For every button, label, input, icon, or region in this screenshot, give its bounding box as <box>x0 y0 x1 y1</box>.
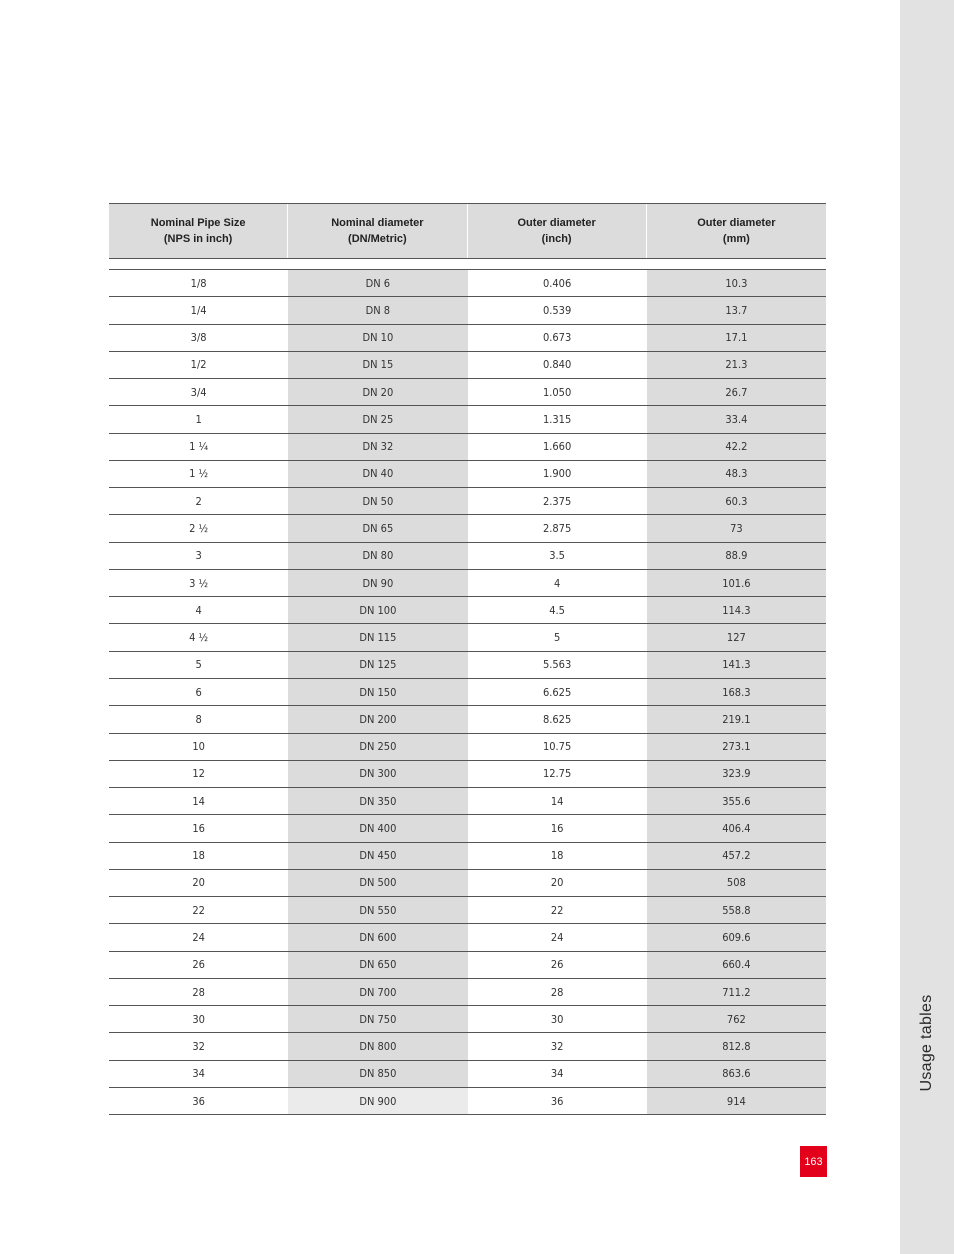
table-row <box>109 543 826 570</box>
cell-od-inch: 32 <box>468 1033 647 1059</box>
header-od-inch-line2: (inch) <box>541 233 572 245</box>
cell-nps: 22 <box>109 897 288 923</box>
cell-dn: DN 8 <box>288 297 467 323</box>
header-gap <box>109 259 826 270</box>
cell-nps: 3 ½ <box>109 570 288 596</box>
table-row <box>109 761 826 788</box>
cell-od-mm: 508 <box>647 870 826 896</box>
cell-nps: 6 <box>109 679 288 705</box>
cell-dn: DN 125 <box>288 652 467 678</box>
cell-nps: 34 <box>109 1061 288 1087</box>
cell-dn: DN 80 <box>288 543 467 569</box>
table-row <box>109 297 826 324</box>
cell-od-mm: 762 <box>647 1006 826 1032</box>
cell-nps: 1 <box>109 406 288 432</box>
cell-nps: 1/2 <box>109 352 288 378</box>
cell-nps: 28 <box>109 979 288 1005</box>
cell-nps: 10 <box>109 734 288 760</box>
cell-od-inch: 0.673 <box>468 325 647 351</box>
cell-dn: DN 90 <box>288 570 467 596</box>
table-row <box>109 788 826 815</box>
cell-od-mm: 812.8 <box>647 1033 826 1059</box>
cell-nps: 4 <box>109 597 288 623</box>
header-nps <box>109 204 288 258</box>
cell-od-inch: 4 <box>468 570 647 596</box>
cell-od-inch: 3.5 <box>468 543 647 569</box>
cell-nps: 32 <box>109 1033 288 1059</box>
cell-od-inch: 20 <box>468 870 647 896</box>
cell-od-mm: 48.3 <box>647 461 826 487</box>
cell-od-mm: 42.2 <box>647 434 826 460</box>
table-row <box>109 325 826 352</box>
table-row <box>109 924 826 951</box>
cell-od-mm: 406.4 <box>647 815 826 841</box>
cell-nps: 30 <box>109 1006 288 1032</box>
table-row <box>109 1006 826 1033</box>
table-row <box>109 434 826 461</box>
header-od-mm-line2: (mm) <box>722 233 750 245</box>
cell-od-inch: 6.625 <box>468 679 647 705</box>
cell-dn: DN 150 <box>288 679 467 705</box>
cell-dn: DN 650 <box>288 952 467 978</box>
cell-od-mm: 168.3 <box>647 679 826 705</box>
cell-od-mm: 17.1 <box>647 325 826 351</box>
header-nps-line2: (NPS in inch) <box>163 233 233 245</box>
table-row <box>109 624 826 651</box>
table-row <box>109 679 826 706</box>
header-dn <box>288 204 467 258</box>
cell-dn: DN 15 <box>288 352 467 378</box>
table-row <box>109 379 826 406</box>
table-row <box>109 597 826 624</box>
table-row <box>109 843 826 870</box>
cell-od-inch: 26 <box>468 952 647 978</box>
cell-od-mm: 609.6 <box>647 924 826 950</box>
table-row <box>109 652 826 679</box>
cell-nps: 16 <box>109 815 288 841</box>
header-dn-line1: Nominal diameter <box>331 217 424 229</box>
table-row <box>109 1061 826 1088</box>
cell-od-mm: 863.6 <box>647 1061 826 1087</box>
cell-od-mm: 141.3 <box>647 652 826 678</box>
cell-dn: DN 450 <box>288 843 467 869</box>
cell-od-inch: 14 <box>468 788 647 814</box>
cell-nps: 18 <box>109 843 288 869</box>
cell-dn: DN 700 <box>288 979 467 1005</box>
cell-nps: 14 <box>109 788 288 814</box>
cell-od-mm: 219.1 <box>647 706 826 732</box>
cell-nps: 1 ½ <box>109 461 288 487</box>
cell-nps: 5 <box>109 652 288 678</box>
cell-od-inch: 28 <box>468 979 647 1005</box>
cell-od-mm: 21.3 <box>647 352 826 378</box>
cell-od-inch: 4.5 <box>468 597 647 623</box>
cell-nps: 3/4 <box>109 379 288 405</box>
table-row <box>109 979 826 1006</box>
cell-od-mm: 273.1 <box>647 734 826 760</box>
cell-od-mm: 127 <box>647 624 826 650</box>
table-row <box>109 515 826 542</box>
cell-dn: DN 300 <box>288 761 467 787</box>
cell-dn: DN 20 <box>288 379 467 405</box>
cell-od-inch: 24 <box>468 924 647 950</box>
cell-dn: DN 40 <box>288 461 467 487</box>
header-od-inch-line1: Outer diameter <box>517 217 596 229</box>
cell-od-mm: 457.2 <box>647 843 826 869</box>
cell-nps: 36 <box>109 1088 288 1114</box>
table-row <box>109 815 826 842</box>
cell-nps: 1/4 <box>109 297 288 323</box>
cell-od-inch: 8.625 <box>468 706 647 732</box>
cell-od-inch: 1.315 <box>468 406 647 432</box>
cell-nps: 20 <box>109 870 288 896</box>
cell-dn: DN 10 <box>288 325 467 351</box>
cell-nps: 26 <box>109 952 288 978</box>
cell-od-mm: 13.7 <box>647 297 826 323</box>
table-row <box>109 734 826 761</box>
cell-od-inch: 0.406 <box>468 270 647 296</box>
cell-dn: DN 100 <box>288 597 467 623</box>
cell-od-mm: 355.6 <box>647 788 826 814</box>
cell-dn: DN 200 <box>288 706 467 732</box>
cell-od-mm: 323.9 <box>647 761 826 787</box>
table-row <box>109 270 826 297</box>
table-row <box>109 570 826 597</box>
cell-od-inch: 10.75 <box>468 734 647 760</box>
cell-nps: 3 <box>109 543 288 569</box>
cell-dn: DN 350 <box>288 788 467 814</box>
cell-od-inch: 2.375 <box>468 488 647 514</box>
pipe-size-table <box>109 203 826 1115</box>
cell-od-mm: 60.3 <box>647 488 826 514</box>
cell-od-inch: 22 <box>468 897 647 923</box>
table-row <box>109 488 826 515</box>
cell-od-inch: 16 <box>468 815 647 841</box>
cell-dn: DN 25 <box>288 406 467 432</box>
table-row <box>109 1033 826 1060</box>
header-od-mm <box>647 204 826 258</box>
table-row <box>109 870 826 897</box>
cell-dn: DN 65 <box>288 515 467 541</box>
cell-od-inch: 1.660 <box>468 434 647 460</box>
cell-od-inch: 36 <box>468 1088 647 1114</box>
cell-od-inch: 5 <box>468 624 647 650</box>
cell-dn: DN 50 <box>288 488 467 514</box>
cell-od-mm: 558.8 <box>647 897 826 923</box>
cell-dn: DN 6 <box>288 270 467 296</box>
cell-od-inch: 0.840 <box>468 352 647 378</box>
table-header <box>109 203 826 259</box>
header-od-mm-line1: Outer diameter <box>697 217 776 229</box>
cell-od-inch: 5.563 <box>468 652 647 678</box>
cell-od-mm: 26.7 <box>647 379 826 405</box>
cell-od-mm: 101.6 <box>647 570 826 596</box>
cell-nps: 3/8 <box>109 325 288 351</box>
cell-od-inch: 1.900 <box>468 461 647 487</box>
cell-od-mm: 711.2 <box>647 979 826 1005</box>
header-od-inch <box>468 204 647 258</box>
table-row <box>109 952 826 979</box>
table-row <box>109 461 826 488</box>
cell-dn: DN 400 <box>288 815 467 841</box>
section-title: Usage tables <box>918 994 935 1092</box>
cell-dn: DN 600 <box>288 924 467 950</box>
cell-dn: DN 900 <box>288 1088 467 1114</box>
cell-dn: DN 500 <box>288 870 467 896</box>
table-row <box>109 1088 826 1115</box>
table-row <box>109 706 826 733</box>
header-dn-line2: (DN/Metric) <box>348 233 407 245</box>
cell-od-inch: 34 <box>468 1061 647 1087</box>
cell-nps: 24 <box>109 924 288 950</box>
cell-dn: DN 250 <box>288 734 467 760</box>
cell-od-inch: 12.75 <box>468 761 647 787</box>
cell-od-inch: 1.050 <box>468 379 647 405</box>
cell-nps: 1 ¼ <box>109 434 288 460</box>
cell-nps: 2 ½ <box>109 515 288 541</box>
cell-od-mm: 33.4 <box>647 406 826 432</box>
cell-nps: 2 <box>109 488 288 514</box>
cell-od-inch: 18 <box>468 843 647 869</box>
cell-od-inch: 0.539 <box>468 297 647 323</box>
cell-od-mm: 660.4 <box>647 952 826 978</box>
cell-dn: DN 800 <box>288 1033 467 1059</box>
cell-od-mm: 73 <box>647 515 826 541</box>
table-row <box>109 897 826 924</box>
cell-od-mm: 914 <box>647 1088 826 1114</box>
cell-dn: DN 115 <box>288 624 467 650</box>
cell-nps: 4 ½ <box>109 624 288 650</box>
cell-od-mm: 114.3 <box>647 597 826 623</box>
cell-nps: 12 <box>109 761 288 787</box>
table-row <box>109 406 826 433</box>
cell-od-inch: 30 <box>468 1006 647 1032</box>
cell-dn: DN 750 <box>288 1006 467 1032</box>
cell-od-mm: 10.3 <box>647 270 826 296</box>
page-number-badge: 163 <box>800 1146 827 1177</box>
table-row <box>109 352 826 379</box>
cell-od-mm: 88.9 <box>647 543 826 569</box>
cell-dn: DN 32 <box>288 434 467 460</box>
header-nps-line1: Nominal Pipe Size <box>150 217 246 229</box>
cell-nps: 8 <box>109 706 288 732</box>
cell-dn: DN 850 <box>288 1061 467 1087</box>
table-body <box>109 270 826 1115</box>
cell-nps: 1/8 <box>109 270 288 296</box>
cell-od-inch: 2.875 <box>468 515 647 541</box>
cell-dn: DN 550 <box>288 897 467 923</box>
